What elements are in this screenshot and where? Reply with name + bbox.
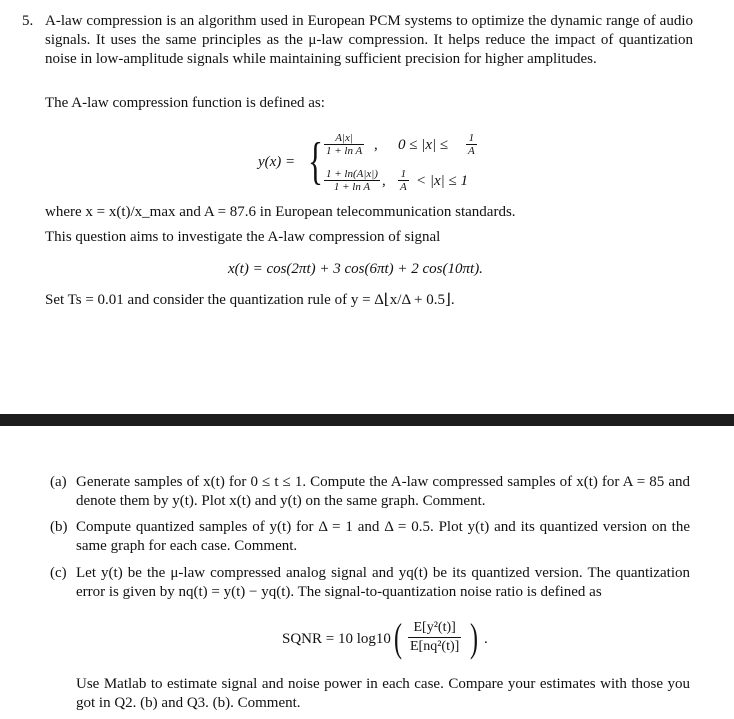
case1-fraction: $\frac{A|x|}{\text{1 + ln A}}$ bbox=[326, 132, 363, 157]
case1-condition: 0 ≤ |x| ≤ bbox=[398, 137, 449, 153]
right-paren: ) bbox=[470, 615, 478, 660]
page-separator-bar bbox=[0, 414, 734, 426]
brace-symbol: { bbox=[308, 133, 323, 190]
left-paren: ( bbox=[394, 615, 402, 660]
definition-intro: The A-law compression function is defined as: bbox=[45, 95, 325, 111]
intro-paragraph: A-law compression is an algorithm used in European PCM systems to optimize the dynamic range of audio signals. It uses the same principles as the μ-law compression. It helps reduce the impact of quantization noise in low-amplitude signals while maintaining sufficient precision for higher amplitudes. bbox=[45, 13, 693, 67]
part-c-closing-text: Use Matlab to estimate signal and noise power in each case. Compare your estimates with those you got in Q2. (b) and Q3. (b). Comment. bbox=[76, 676, 690, 711]
part-a-text: Generate samples of x(t) for 0 ≤ t ≤ 1. Compute the A-law compressed samples of x(t) for A = 85 and denote them by y(t). Plot x(t) and y(t) on the same graph. Comment. bbox=[76, 474, 690, 509]
sqnr-fraction: $\frac{\text{E[y²(t)]}}{\text{E[nq²(t)]}}$ bbox=[410, 620, 460, 654]
case2-fraction: $\frac{1 + \ln(A|x|)}{\text{1 + ln A}}$ bbox=[326, 168, 378, 193]
sqnr-lhs: SQNR = 10 log10 bbox=[282, 631, 391, 647]
quantization-rule-line: Set Ts = 0.01 and consider the quantization rule of y = Δ⌊x/Δ + 0.5⌋. bbox=[45, 292, 455, 308]
alaw-formula: y(x) = { $\frac{A|x|}{\text{1 + ln A}}$ , 0 ≤ |x| ≤ $\frac{1}{A}$ $\frac{1 + \ln(A|x|)}{\text{1 + ln A}}$ , $\frac{1}{A}$ < |x| ≤ 1 bbox=[258, 132, 475, 193]
case2-condition: < |x| ≤ 1 bbox=[416, 173, 469, 189]
part-a-label: (a) bbox=[50, 474, 67, 490]
question-number: 5. bbox=[22, 13, 34, 29]
part-c-text: Let y(t) be the μ-law compressed analog signal and yq(t) be its quantized version. The quantization error is given by nq(t) = y(t) − yq(t). The signal-to-quantization noise ratio is defined as bbox=[76, 565, 690, 600]
where-line: where x = x(t)/x_max and A = 87.6 in European telecommunication standards. bbox=[45, 204, 516, 220]
signal-equation: x(t) = cos(2πt) + 3 cos(6πt) + 2 cos(10πt). bbox=[228, 261, 483, 277]
part-b-label: (b) bbox=[50, 519, 68, 535]
part-b-text: Compute quantized samples of y(t) for Δ = 1 and Δ = 0.5. Plot y(t) and its quantized version on the same graph for each case. Comment. bbox=[76, 519, 690, 554]
investigate-line: This question aims to investigate the A-law compression of signal bbox=[45, 229, 441, 245]
case2-condition-fraction: $\frac{1}{A}$ bbox=[400, 168, 407, 193]
sqnr-formula: SQNR = 10 log10 ( $\frac{\text{E[y²(t)]}}{\text{E[nq²(t)]}}$ ) . bbox=[282, 615, 488, 660]
formula-lhs: y(x) = bbox=[258, 154, 296, 170]
part-c-label: (c) bbox=[50, 565, 67, 581]
case1-condition-fraction: $\frac{1}{A}$ bbox=[468, 132, 475, 157]
